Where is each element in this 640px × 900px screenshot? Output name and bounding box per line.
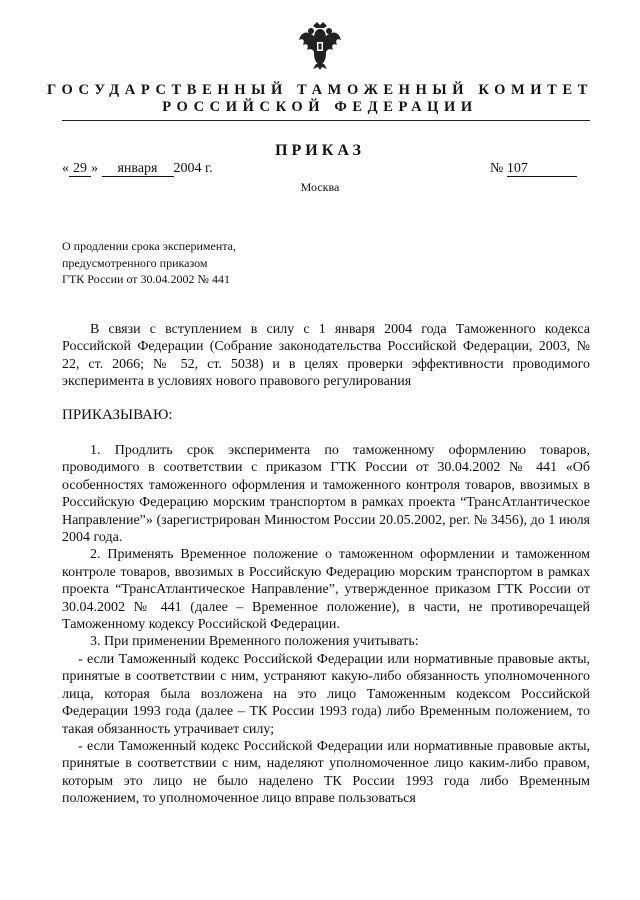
document-date <box>62 161 213 177</box>
org-name-line1: ГОСУДАРСТВЕННЫЙ ТАМОЖЕННЫЙ КОМИТЕТ <box>47 82 593 98</box>
number-value: 107 <box>507 162 577 177</box>
order-item-1: 1. Продлить срок эксперимента по таможенному оформлению товаров, проводимого в соответствии с приказом ГТК России от 30.04.2002 № 441 «Об особенностях таможенного оформления и таможенного контроля товаров, ввозимых в Российскую Федерацию морским транспортом в рамках проекта “ТрансАтлантическое Направление”» (зарегистрирован Минюстом России 20.05.2002, рег. № 3456), до 1 июля 2004 года. <box>62 443 590 546</box>
subject-line: ГТК России от 30.04.2002 № 441 <box>62 272 230 286</box>
order-item-2: 2. Применять Временное положение о таможенном оформлении и таможенном контроле товаров, ввозимых в Российскую Федерацию морским транспортом в рамках проекта “ТрансАтлантическое Направление”, утвержденное приказом ГТК России от 30.04.2002 № 441 (далее – Временное положение), в части, не противоречащей Таможенному кодексу Российской Федерации. <box>62 547 590 633</box>
date-year: 2004 г. <box>173 161 213 176</box>
order-subitem: - если Таможенный кодекс Российской Федерации или нормативные правовые акты, принятые в соответствии с ним, устраняют какую-либо обязанность уполномоченного лица, которая была возложена на это лицо Таможенным кодексом Российской Федерации 1993 года (далее – ТК России 1993 года) либо Временным положением, то такая обязанность утрачивает силу; <box>62 651 590 737</box>
date-open-quote: « <box>62 161 69 176</box>
date-day: 29 <box>69 162 91 177</box>
subject-line: предусмотренного приказом <box>62 255 208 270</box>
document-subject <box>62 238 236 288</box>
number-label: № <box>490 161 504 176</box>
order-item-3: 3. При применении Временного положения учитывать: <box>90 634 419 650</box>
order-subitem: - если Таможенный кодекс Российской Федерации или нормативные правовые акты, принятые в соответствии с ним, наделяют уполномоченное лицо каким-либо правом, которым это лицо не было наделено ТК России 1993 года либо Временным положением, то уполномоченное лицо вправе пользоваться <box>62 738 590 807</box>
state-emblem-icon <box>297 20 343 70</box>
document-title: ПРИКАЗ <box>275 142 365 159</box>
order-items <box>62 442 590 808</box>
header-divider <box>62 120 590 121</box>
order-word: ПРИКАЗЫВАЮ: <box>62 407 173 423</box>
preamble <box>62 321 590 391</box>
preamble-paragraph: В связи с вступлением в силу с 1 января 2004 года Таможенного кодекса Российской Федерации (Собрание законодательства Российской Федерации, 2003, № 22, ст. 2066; № 52, ст. 5038) и в целях проверки эффективности проводимого эксперимента в условиях нового правового регулирования <box>62 322 590 390</box>
subject-line: О продлении срока эксперимента, <box>62 239 236 253</box>
document-city: Москва <box>300 180 340 194</box>
date-month: января <box>102 162 174 177</box>
date-close-quote: » <box>91 161 98 176</box>
document-number <box>490 161 577 177</box>
org-name-line2: РОССИЙСКОЙ ФЕДЕРАЦИИ <box>162 99 478 115</box>
